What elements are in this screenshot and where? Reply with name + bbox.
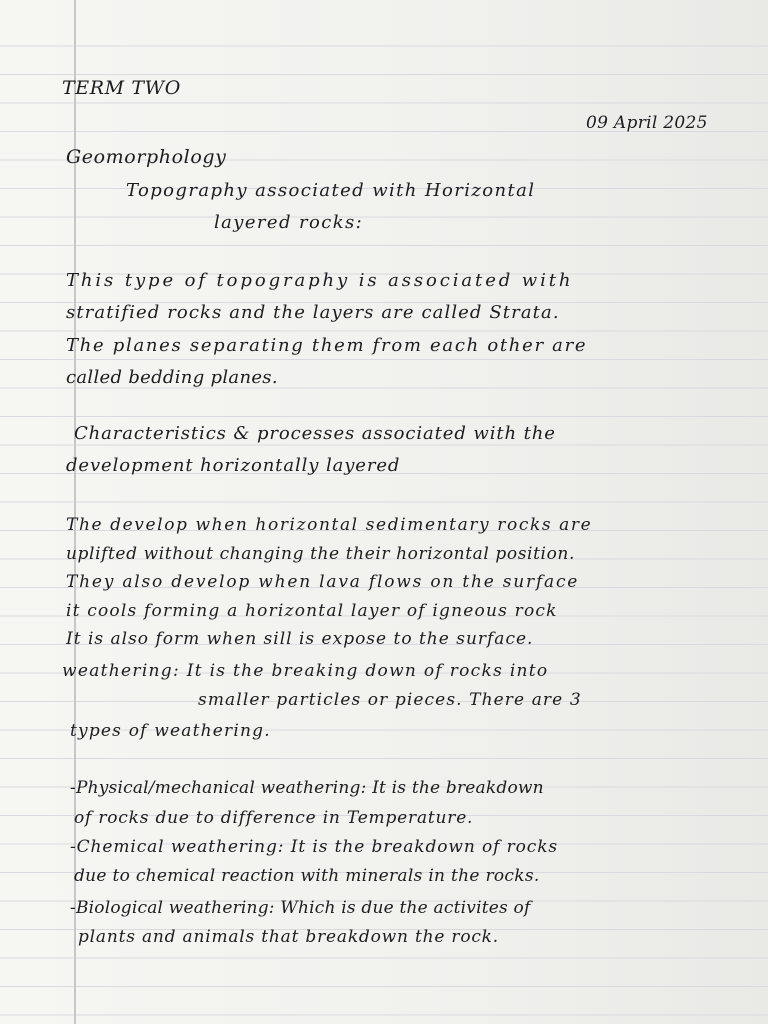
body-line-2: uplifted without changing the their horizontal position. bbox=[66, 544, 575, 564]
term-heading: TERM TWO bbox=[62, 77, 181, 99]
topic-title-line-2: layered rocks: bbox=[214, 212, 364, 233]
topic-title-line-1: Topography associated with Horizontal bbox=[126, 180, 536, 201]
intro-line-1: This type of topography is associated with bbox=[66, 270, 574, 291]
physical-weathering-line-1: -Physical/mechanical weathering: It is the breakdown bbox=[70, 778, 544, 798]
subject-heading: Geomorphology bbox=[66, 146, 227, 168]
biological-weathering-line-1: -Biological weathering: Which is due the activites of bbox=[70, 898, 531, 918]
section-heading-line-1: Characteristics & processes associated with the bbox=[74, 423, 556, 444]
body-line-1: The develop when horizontal sedimentary rocks are bbox=[66, 515, 593, 535]
chemical-weathering-line-2: due to chemical reaction with minerals in the rocks. bbox=[74, 866, 540, 886]
weathering-definition-line-3: types of weathering. bbox=[70, 721, 271, 741]
physical-weathering-line-2: of rocks due to difference in Temperature. bbox=[74, 808, 474, 828]
note-date: 09 April 2025 bbox=[586, 113, 708, 133]
weathering-definition-line-2: smaller particles or pieces. There are 3 bbox=[198, 690, 582, 710]
body-line-5: It is also form when sill is expose to the surface. bbox=[66, 629, 534, 649]
intro-line-2: stratified rocks and the layers are called Strata. bbox=[66, 302, 560, 323]
biological-weathering-line-2: plants and animals that breakdown the rock. bbox=[78, 927, 499, 947]
body-line-3: They also develop when lava flows on the surface bbox=[66, 572, 580, 592]
intro-line-3: The planes separating them from each other are bbox=[66, 335, 588, 356]
weathering-definition-line-1: weathering: It is the breaking down of rocks into bbox=[62, 661, 549, 681]
body-line-4: it cools forming a horizontal layer of igneous rock bbox=[66, 601, 558, 621]
section-heading-line-2: development horizontally layered bbox=[66, 455, 401, 476]
chemical-weathering-line-1: -Chemical weathering: It is the breakdown of rocks bbox=[70, 837, 559, 857]
intro-line-4: called bedding planes. bbox=[66, 367, 278, 388]
